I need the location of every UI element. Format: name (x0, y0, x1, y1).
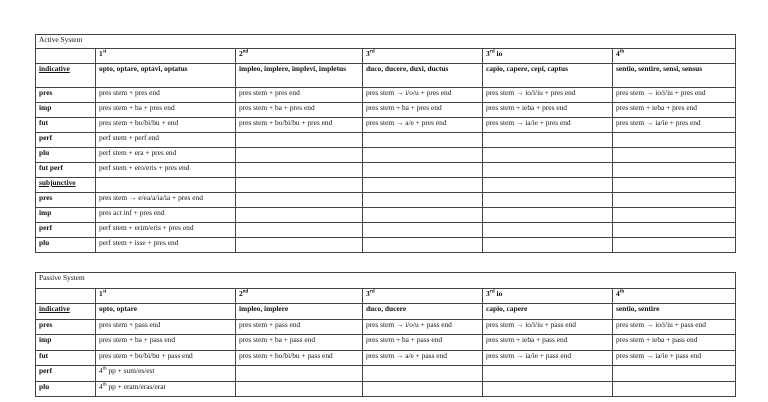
active-indicative-rows (36, 88, 736, 178)
principal-parts-3-io: capio, capere, cepi, captus (483, 64, 613, 88)
table-row (36, 350, 736, 366)
empty-cell (96, 178, 236, 193)
formation-cell: perf stem + perf end (96, 133, 236, 148)
formation-cell: pres stem → a/e + pass end (363, 350, 483, 366)
table-row (36, 335, 736, 351)
formation-cell (236, 133, 363, 148)
active-subjunctive-rows (36, 193, 736, 253)
formation-cell: perf stem + isse + pres end (96, 238, 236, 253)
passive-indicative-rows (36, 319, 736, 366)
empty-cell (36, 49, 96, 64)
formation-cell (483, 193, 613, 208)
formation-cell (483, 223, 613, 238)
formation-cell (613, 238, 736, 253)
table-row (36, 118, 736, 133)
table-row (36, 103, 736, 118)
section-title-row (36, 273, 736, 289)
formation-cell (613, 133, 736, 148)
formation-cell: perf stem + ero/eris + pres end (96, 163, 236, 178)
formation-cell (483, 238, 613, 253)
tense-label: imp (36, 103, 96, 118)
formation-cell (236, 148, 363, 163)
formation-cell: pres stem + pres end (96, 88, 236, 103)
formation-cell: pres stem + bo/bi/bu + pres end (236, 118, 363, 133)
tense-label: perf (36, 133, 96, 148)
formation-cell (483, 148, 613, 163)
formation-cell (236, 163, 363, 178)
formation-cell: perf stem + erim/eris + pres end (96, 223, 236, 238)
conjugation-number-row (36, 49, 736, 64)
empty-cell (613, 178, 736, 193)
principal-parts-2: impleo, implere, implevi, impletus (236, 64, 363, 88)
table-row (36, 238, 736, 253)
empty-cell (36, 288, 96, 304)
formation-cell (363, 148, 483, 163)
passive-system-table (35, 272, 736, 397)
tense-label: imp (36, 208, 96, 223)
formation-cell: pres stem + pass end (96, 319, 236, 335)
empty-cell (613, 381, 736, 397)
formation-cell (236, 208, 363, 223)
formation-cell (483, 133, 613, 148)
empty-cell (363, 178, 483, 193)
tense-label: fut (36, 350, 96, 366)
formation-cell (236, 193, 363, 208)
conj-header-3-io: 3rd io (483, 49, 613, 64)
empty-cell (483, 366, 613, 382)
formation-cell (363, 163, 483, 178)
formation-cell: pres stem → ia/ie + pres end (613, 118, 736, 133)
formation-cell: pres stem + ba + pres end (96, 103, 236, 118)
formation-cell: pres stem + ba + pass end (236, 335, 363, 351)
formation-cell: pres stem → io/i/iu + pass end (483, 319, 613, 335)
table-row (36, 148, 736, 163)
formation-cell (613, 208, 736, 223)
formation-cell (363, 238, 483, 253)
formation-cell: 4th pp + eram/eras/erat (96, 381, 236, 397)
formation-cell: pres stem → io/i/iu + pass end (613, 319, 736, 335)
active-system-table (35, 34, 736, 253)
principal-parts-row (36, 304, 736, 320)
table-row (36, 319, 736, 335)
formation-cell: pres stem → i/o/u + pass end (363, 319, 483, 335)
formation-cell (236, 223, 363, 238)
formation-cell: pres stem + bo/bi/bu + end (96, 118, 236, 133)
table-row (36, 208, 736, 223)
mood-label-indicative: indicative (36, 64, 96, 88)
tense-label: plu (36, 148, 96, 163)
formation-cell: pres stem + ieba + pass end (613, 335, 736, 351)
table-row (36, 163, 736, 178)
empty-cell (236, 381, 363, 397)
table-row (36, 133, 736, 148)
empty-cell (236, 178, 363, 193)
formation-cell (613, 193, 736, 208)
table-row (36, 366, 736, 382)
tense-label: perf (36, 223, 96, 238)
formation-cell (613, 223, 736, 238)
table-row (36, 88, 736, 103)
passive-system-title: Passive System (36, 273, 736, 289)
formation-cell (483, 163, 613, 178)
formation-cell: pres stem → io/i/iu + pres end (483, 88, 613, 103)
formation-cell: pres stem + pres end (236, 88, 363, 103)
formation-cell: pres stem → ia/ie + pres end (483, 118, 613, 133)
principal-parts-1: opto, optare (96, 304, 236, 320)
conj-header-4: 4th (613, 49, 736, 64)
conj-header-2: 2nd (236, 288, 363, 304)
conj-header-1: 1st (96, 49, 236, 64)
empty-cell (613, 366, 736, 382)
formation-cell: pres stem + ba + pass end (96, 335, 236, 351)
formation-cell (483, 208, 613, 223)
table-row (36, 193, 736, 208)
tense-label: pres (36, 319, 96, 335)
formation-cell: pres stem + ba + pres end (363, 103, 483, 118)
conj-header-2: 2nd (236, 49, 363, 64)
formation-cell: pres stem + ieba + pres end (483, 103, 613, 118)
formation-cell: pres stem + pass end (236, 319, 363, 335)
principal-parts-3-io: capio, capere (483, 304, 613, 320)
tense-label: plu (36, 238, 96, 253)
tense-label: imp (36, 335, 96, 351)
tense-label: fut (36, 118, 96, 133)
empty-cell (363, 381, 483, 397)
formation-cell: pres stem → i/o/u + pres end (363, 88, 483, 103)
conj-header-4: 4th (613, 288, 736, 304)
principal-parts-row (36, 64, 736, 88)
tense-label: fut perf (36, 163, 96, 178)
formation-cell: pres stem + ieba + pres end (613, 103, 736, 118)
formation-cell: pres stem + ieba + pass end (483, 335, 613, 351)
formation-cell: pres stem + ba + pass end (363, 335, 483, 351)
formation-cell (363, 223, 483, 238)
conj-header-3: 3rd (363, 49, 483, 64)
formation-cell: pres stem → a/e + pres end (363, 118, 483, 133)
formation-cell: pres stem + bo/bi/bu + pass end (236, 350, 363, 366)
subjunctive-heading-row (36, 178, 736, 193)
principal-parts-1: opto, optare, optavi, optatus (96, 64, 236, 88)
conjugation-number-row (36, 288, 736, 304)
active-system-title: Active System (36, 35, 736, 49)
passive-perfect-rows (36, 366, 736, 397)
conj-header-1: 1st (96, 288, 236, 304)
principal-parts-4: sentio, sentire, sensi, sensus (613, 64, 736, 88)
tense-label: perf (36, 366, 96, 382)
principal-parts-2: impleo, implere (236, 304, 363, 320)
tense-label: plu (36, 381, 96, 397)
tense-label: pres (36, 193, 96, 208)
principal-parts-3: duco, ducere (363, 304, 483, 320)
table-row (36, 223, 736, 238)
formation-cell (363, 208, 483, 223)
formation-cell: pres stem → e/ea/a/ia/ia + pres end (96, 193, 236, 208)
formation-cell: 4th pp + sum/es/est (96, 366, 236, 382)
formation-cell: pres act inf + pres end (96, 208, 236, 223)
formation-cell: pres stem + ba + pres end (236, 103, 363, 118)
table-row (36, 381, 736, 397)
formation-cell: pres stem → io/i/iu + pres end (613, 88, 736, 103)
formation-cell (613, 148, 736, 163)
empty-cell (236, 366, 363, 382)
conj-header-3-io: 3rd io (483, 288, 613, 304)
formation-cell: pres stem → ia/ie + pass end (483, 350, 613, 366)
formation-cell: pres stem → ia/ie + pass end (613, 350, 736, 366)
mood-label-subjunctive: subjunctive (36, 178, 96, 193)
mood-label-indicative: indicative (36, 304, 96, 320)
principal-parts-3: duco, ducere, duxi, ductus (363, 64, 483, 88)
conj-header-3: 3rd (363, 288, 483, 304)
tense-label: pres (36, 88, 96, 103)
formation-cell: pres stem + bo/bi/bu + pass end (96, 350, 236, 366)
formation-cell: perf stem + era + pres end (96, 148, 236, 163)
formation-cell (363, 133, 483, 148)
empty-cell (483, 381, 613, 397)
formation-cell (363, 193, 483, 208)
empty-cell (363, 366, 483, 382)
section-title-row (36, 35, 736, 49)
formation-cell (236, 238, 363, 253)
formation-cell (613, 163, 736, 178)
principal-parts-4: sentio, sentire (613, 304, 736, 320)
empty-cell (483, 178, 613, 193)
